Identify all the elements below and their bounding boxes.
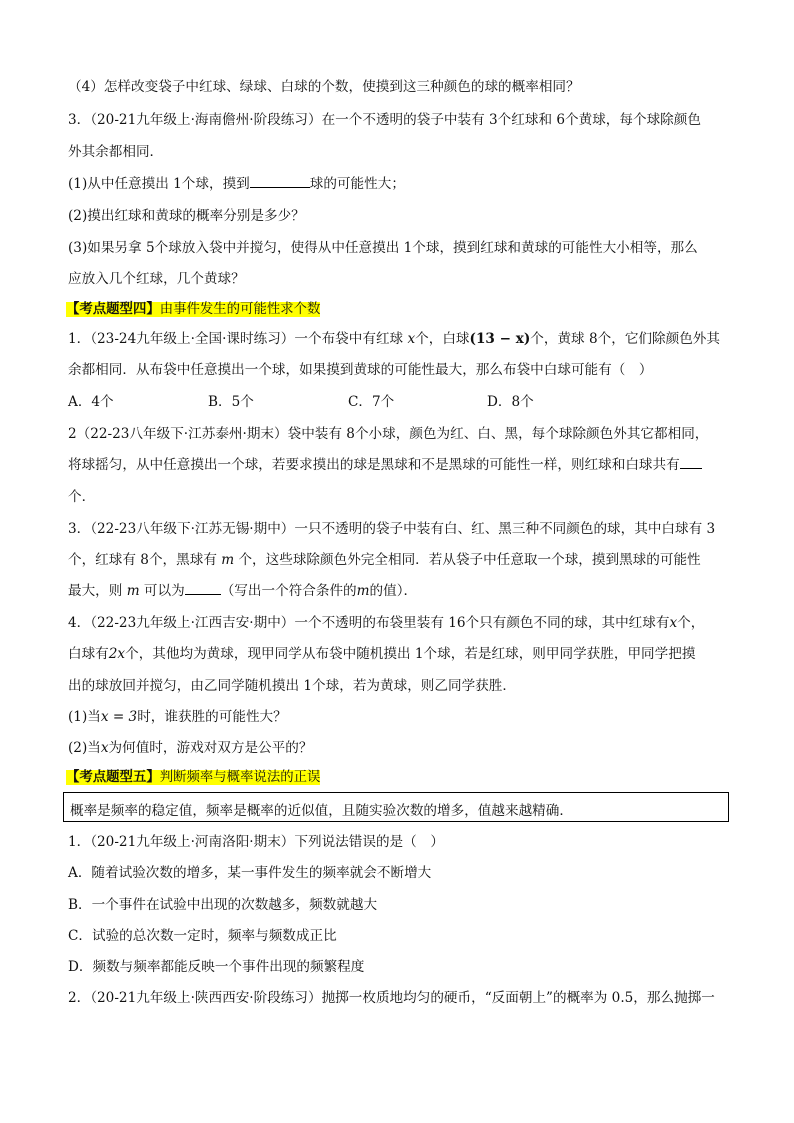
s4-question-4-part-2: [68, 739, 312, 757]
heading-topic: 由事件发生的可能性求个数: [159, 302, 321, 317]
text-segment: 最大，则: [68, 583, 123, 599]
s5-option-d: D．频数与频率都能反映一个事件出现的频繁程度: [68, 959, 365, 975]
math-expression: x = 3: [100, 709, 138, 725]
question-3-line-1: 3．（20-21九年级上·海南儋州·阶段练习）在一个不透明的袋子中装有 3个红球和 6个黄球，每个球除颜色: [68, 112, 701, 128]
option-b: B．5个: [208, 394, 254, 410]
s5-question-2: 2．（20-21九年级上·陕西西安·阶段练习）抛掷一枚质地均匀的硬币，“反面朝上”的概率为 0.5，那么抛掷一: [68, 990, 715, 1006]
key-point-box: [63, 792, 729, 822]
heading-label: 【考点题型四】: [66, 302, 160, 317]
s4-question-3-line-3: [68, 582, 417, 600]
text-segment: 时，谁获胜的可能性大？: [137, 709, 287, 725]
s4-question-4-line-2: [68, 645, 695, 663]
text-segment: 将球摇匀，从中任意摸出一个球，若要求摸出的球是黑球和不是黑球的可能性一样，则红球和白球共有: [68, 457, 680, 473]
text-segment: 可以为: [143, 583, 185, 599]
option-d: D．8个: [487, 394, 534, 410]
s4-question-1-line-1: [68, 330, 720, 348]
text-segment: 白球有: [68, 646, 109, 662]
text-segment: 个，黄球 8个，它们除颜色外其: [530, 331, 720, 347]
text-segment: 个，其他均为黄球，现甲同学从布袋中随机摸出 1个球，若是红球，则甲同学获胜，甲同学把摸: [125, 646, 696, 662]
s4-question-3-line-2: [68, 551, 701, 569]
math-variable: m: [356, 583, 370, 599]
answer-blank: [250, 175, 310, 188]
question-3-part-3-line-2: 应放入几个红球，几个黄球？: [68, 271, 245, 287]
text-segment: (2)当: [68, 740, 101, 756]
s5-question-1: 1．（20-21九年级上·河南洛阳·期末）下列说法错误的是（ ）: [68, 834, 444, 850]
math-expression: (13 − x): [469, 331, 531, 347]
heading-label: 【考点题型五】: [66, 770, 160, 785]
section-heading-highlight: [66, 770, 320, 785]
s5-option-a: A．随着试验次数的增多，某一事件发生的频率就会不断增大: [68, 865, 432, 881]
s4-question-1-line-2: 余都相同．从布袋中任意摸出一个球，如果摸到黄球的可能性最大，那么布袋中白球可能有（ ）: [68, 362, 653, 378]
s4-question-2-line-2: [68, 456, 702, 474]
heading-topic: 判断频率与概率说法的正误: [159, 770, 321, 785]
s4-question-4-part-1: [68, 708, 287, 726]
math-variable: m: [126, 583, 140, 599]
section-heading-highlight: [66, 302, 320, 317]
s4-question-2-line-1: 2（22-23八年级下·江苏泰州·期末）袋中装有 8个小球，颜色为红、白、黑，每个球除颜色外其它都相同，: [68, 426, 709, 442]
math-variable: m: [221, 552, 235, 568]
s4-question-4-line-1: [68, 614, 704, 632]
s4-question-3-line-1: 3．（22-23八年级下·江苏无锡·期中）一只不透明的袋子中装有白、红、黑三种不同颜色的球，其中白球有 3: [68, 521, 716, 537]
s5-option-c: C．试验的总次数一定时，频率与频数成正比: [68, 928, 337, 944]
math-variable: x: [669, 615, 678, 631]
question-3-part-2: (2)摸出红球和黄球的概率分别是多少？: [68, 208, 305, 224]
key-point-text: 概率是频率的稳定值，频率是概率的近似值，且随实验次数的增多，值越来越精确．: [70, 803, 573, 819]
section-heading-4: [66, 300, 320, 319]
s4-question-4-line-3: 出的球放回并搅匀，由乙同学随机摸出 1个球，若为黄球，则乙同学获胜．: [68, 678, 516, 694]
text-segment: 的值）．: [369, 583, 418, 599]
text-segment: 个，这些球除颜色外完全相同．若从袋子中任意取一个球，摸到黑球的可能性: [238, 552, 701, 568]
text-segment: 个，白球: [415, 331, 470, 347]
math-variable: x: [100, 740, 109, 756]
s5-option-b: B．一个事件在试验中出现的次数越多，频数就越大: [68, 897, 378, 913]
text-segment: 为何值时，游戏对双方是公平的？: [108, 740, 313, 756]
s4-question-2-line-3: 个．: [68, 489, 96, 505]
question-3-part-3-line-1: (3)如果另拿 5个球放入袋中并搅匀，使得从中任意摸出 1个球，摸到红球和黄球的可能性大小相等，那么: [68, 240, 698, 256]
option-a: A．4个: [68, 394, 114, 410]
text-segment: 1．（23-24九年级上·全国·课时练习）一个布袋中有红球: [68, 331, 404, 347]
text-segment: 球的可能性大；: [309, 176, 405, 192]
text-line: （4）怎样改变袋子中红球、绿球、白球的个数，使摸到这三种颜色的球的概率相同？: [68, 79, 580, 95]
text-segment: (1)当: [68, 709, 101, 725]
text-segment: (1)从中任意摸出 1个球，摸到: [68, 176, 250, 192]
math-expression: 2x: [108, 646, 126, 662]
text-segment: 4．（22-23九年级上·江西吉安·期中）一个不透明的布袋里装有 16个只有颜色不同的球，其中红球有: [68, 615, 670, 631]
section-heading-5: [66, 768, 320, 787]
question-3-line-2: 外其余都相同．: [68, 144, 164, 160]
option-c: C．7个: [348, 394, 395, 410]
text-segment: 个，红球有 8个，黑球有: [68, 552, 217, 568]
math-variable: x: [407, 331, 416, 347]
answer-blank: [185, 582, 221, 595]
text-segment: （写出一个符合条件的: [220, 583, 357, 599]
answer-blank: [680, 456, 702, 469]
question-3-part-1: [68, 175, 405, 193]
text-segment: 个，: [677, 615, 705, 631]
